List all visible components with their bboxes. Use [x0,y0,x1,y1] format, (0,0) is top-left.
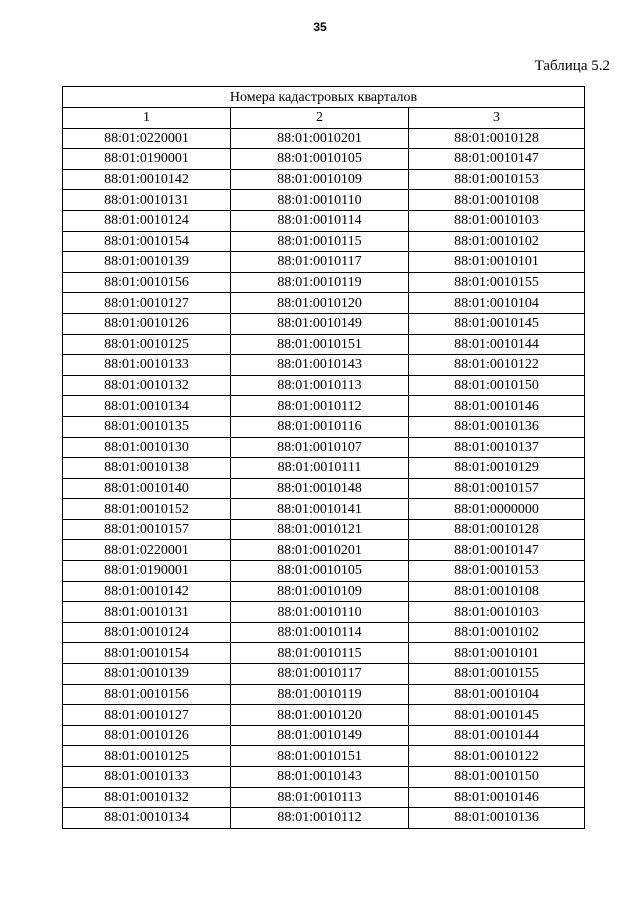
table-cell: 88:01:0010114 [231,210,409,231]
table-head [63,87,585,129]
table-cell: 88:01:0010149 [231,313,409,334]
table-cell: 88:01:0010127 [63,293,231,314]
table-row [63,499,585,520]
table-cell: 88:01:0010104 [409,293,585,314]
table-row [63,705,585,726]
table-cell: 88:01:0010138 [63,458,231,479]
column-header-1: 1 [63,108,231,129]
table-cell: 88:01:0190001 [63,561,231,582]
table-cell: 88:01:0010145 [409,705,585,726]
table-cell: 88:01:0010128 [409,519,585,540]
table-cell: 88:01:0010153 [409,169,585,190]
table-cell: 88:01:0010147 [409,149,585,170]
table-cell: 88:01:0010137 [409,437,585,458]
table-cell: 88:01:0010103 [409,602,585,623]
table-cell: 88:01:0010134 [63,396,231,417]
table-row [63,602,585,623]
table-cell: 88:01:0010156 [63,684,231,705]
table-row [63,210,585,231]
table-cell: 88:01:0010150 [409,375,585,396]
table-cell: 88:01:0010101 [409,252,585,273]
table-cell: 88:01:0010150 [409,767,585,788]
table-cell: 88:01:0010119 [231,684,409,705]
table-cell: 88:01:0010113 [231,375,409,396]
table-cell: 88:01:0190001 [63,149,231,170]
table-cell: 88:01:0010133 [63,355,231,376]
table-cell: 88:01:0010139 [63,664,231,685]
table-cell: 88:01:0010128 [409,128,585,149]
table-cell: 88:01:0010124 [63,210,231,231]
table-cell: 88:01:0010143 [231,355,409,376]
table-cell: 88:01:0220001 [63,540,231,561]
table-cell: 88:01:0010136 [409,808,585,829]
table-row [63,808,585,829]
table-cell: 88:01:0010132 [63,787,231,808]
table-cell: 88:01:0000000 [409,499,585,520]
table-row [63,561,585,582]
table-cell: 88:01:0010115 [231,231,409,252]
table-cell: 88:01:0010135 [63,416,231,437]
table-cell: 88:01:0010126 [63,725,231,746]
table-cell: 88:01:0010111 [231,458,409,479]
table-row [63,190,585,211]
table-cell: 88:01:0010155 [409,664,585,685]
table-cell: 88:01:0010151 [231,746,409,767]
table-cell: 88:01:0010109 [231,581,409,602]
table-row [63,581,585,602]
table-cell: 88:01:0010131 [63,602,231,623]
table-row [63,375,585,396]
table-row [63,664,585,685]
table-cell: 88:01:0010142 [63,169,231,190]
table-cell: 88:01:0010141 [231,499,409,520]
table-row [63,252,585,273]
table-cell: 88:01:0010115 [231,643,409,664]
table-cell: 88:01:0010108 [409,190,585,211]
table-cell: 88:01:0010103 [409,210,585,231]
table-body [63,128,585,828]
table-cell: 88:01:0010134 [63,808,231,829]
table-cell: 88:01:0010140 [63,478,231,499]
table-cell: 88:01:0010107 [231,437,409,458]
table-row [63,231,585,252]
table-cell: 88:01:0010157 [409,478,585,499]
column-header-2: 2 [231,108,409,129]
table-cell: 88:01:0010154 [63,643,231,664]
table-cell: 88:01:0010136 [409,416,585,437]
table-cell: 88:01:0010153 [409,561,585,582]
table-cell: 88:01:0010109 [231,169,409,190]
table-cell: 88:01:0010148 [231,478,409,499]
table-cell: 88:01:0010142 [63,581,231,602]
table-cell: 88:01:0010129 [409,458,585,479]
table-cell: 88:01:0010131 [63,190,231,211]
table-cell: 88:01:0010125 [63,334,231,355]
table-cell: 88:01:0010108 [409,581,585,602]
table-row [63,416,585,437]
cadastral-quarters-table [62,86,585,829]
table-row [63,540,585,561]
table-cell: 88:01:0010143 [231,767,409,788]
table-title-row [63,87,585,108]
table-row [63,149,585,170]
table-row [63,396,585,417]
table-cell: 88:01:0010101 [409,643,585,664]
table-cell: 88:01:0010144 [409,334,585,355]
table-cell: 88:01:0010124 [63,622,231,643]
table-cell: 88:01:0010102 [409,231,585,252]
table-cell: 88:01:0010130 [63,437,231,458]
table-row [63,334,585,355]
table-cell: 88:01:0010110 [231,602,409,623]
table-cell: 88:01:0010117 [231,252,409,273]
table-cell: 88:01:0010120 [231,293,409,314]
table-cell: 88:01:0010133 [63,767,231,788]
column-header-3: 3 [409,108,585,129]
table-row [63,293,585,314]
table-cell: 88:01:0220001 [63,128,231,149]
table-row [63,478,585,499]
table-cell: 88:01:0010147 [409,540,585,561]
table-cell: 88:01:0010112 [231,396,409,417]
table-row [63,458,585,479]
table-row [63,169,585,190]
table-cell: 88:01:0010157 [63,519,231,540]
table-title: Номера кадастровых кварталов [63,87,585,108]
table-cell: 88:01:0010102 [409,622,585,643]
table-cell: 88:01:0010104 [409,684,585,705]
table-cell: 88:01:0010122 [409,746,585,767]
table-cell: 88:01:0010127 [63,705,231,726]
table-cell: 88:01:0010112 [231,808,409,829]
table-cell: 88:01:0010146 [409,787,585,808]
table-row [63,643,585,664]
table-cell: 88:01:0010146 [409,396,585,417]
table-cell: 88:01:0010155 [409,272,585,293]
table-row [63,725,585,746]
table-cell: 88:01:0010201 [231,128,409,149]
table-cell: 88:01:0010114 [231,622,409,643]
table-row [63,437,585,458]
table-cell: 88:01:0010121 [231,519,409,540]
table-cell: 88:01:0010145 [409,313,585,334]
table-cell: 88:01:0010151 [231,334,409,355]
table-row [63,746,585,767]
table-row [63,272,585,293]
table-cell: 88:01:0010144 [409,725,585,746]
table-cell: 88:01:0010149 [231,725,409,746]
table-cell: 88:01:0010125 [63,746,231,767]
table-row [63,767,585,788]
table-cell: 88:01:0010113 [231,787,409,808]
table-cell: 88:01:0010117 [231,664,409,685]
table-row [63,128,585,149]
table-cell: 88:01:0010116 [231,416,409,437]
table-cell: 88:01:0010110 [231,190,409,211]
column-header-row [63,108,585,129]
table-row [63,355,585,376]
table-row [63,787,585,808]
table-cell: 88:01:0010139 [63,252,231,273]
page-number: 35 [313,20,327,34]
table-cell: 88:01:0010105 [231,149,409,170]
table-cell: 88:01:0010152 [63,499,231,520]
table-cell: 88:01:0010154 [63,231,231,252]
table-cell: 88:01:0010119 [231,272,409,293]
table-cell: 88:01:0010126 [63,313,231,334]
table-cell: 88:01:0010201 [231,540,409,561]
table-row [63,519,585,540]
table-row [63,684,585,705]
table-cell: 88:01:0010120 [231,705,409,726]
table-cell: 88:01:0010122 [409,355,585,376]
table-row [63,622,585,643]
table-cell: 88:01:0010132 [63,375,231,396]
table-row [63,313,585,334]
table-cell: 88:01:0010105 [231,561,409,582]
table-caption: Таблица 5.2 [534,58,610,74]
table-cell: 88:01:0010156 [63,272,231,293]
